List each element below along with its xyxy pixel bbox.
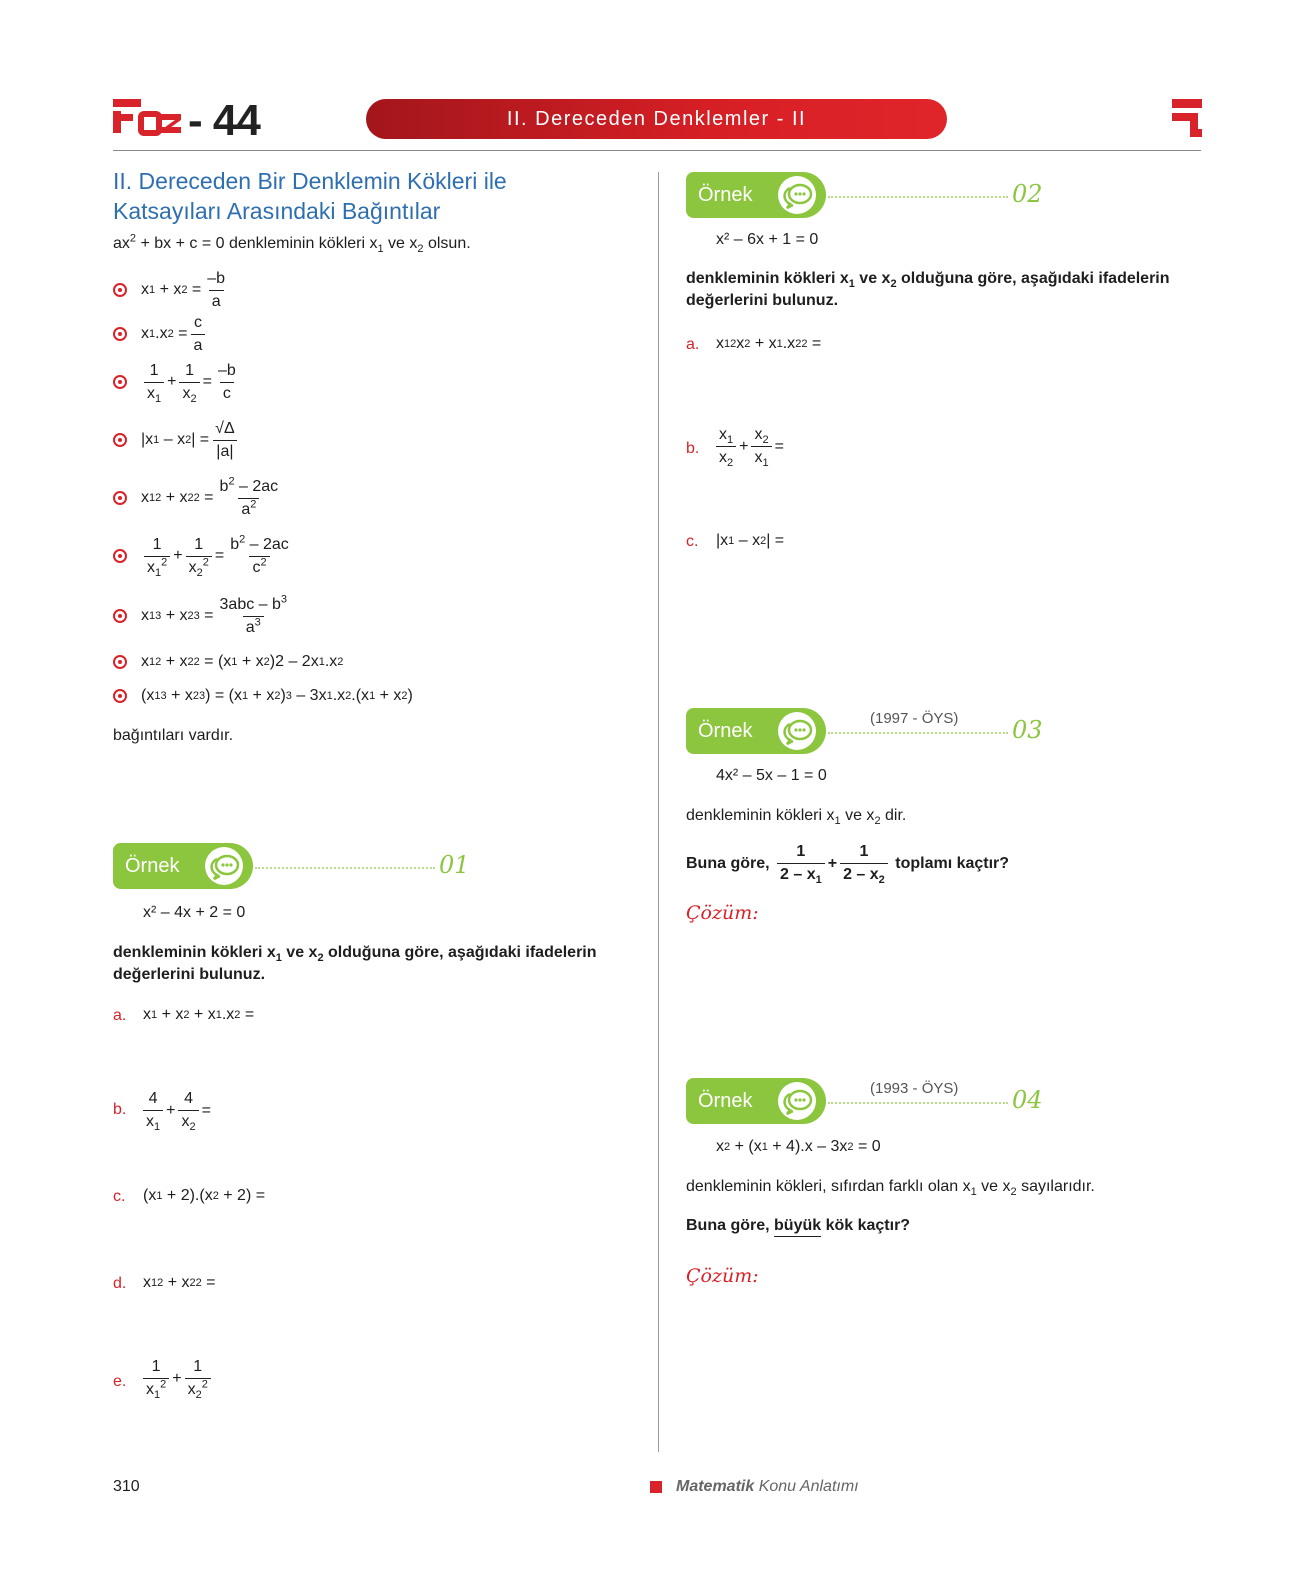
formula-abs-diff: |x 1 – x 2 | = $\frac{√\Delta}{|a|}$ (113, 418, 241, 462)
ex04-equation: x 2 + (x 1 + 4).x – 3x 2 = 0 (716, 1138, 881, 1155)
formula-reciprocal-square-sum: $\frac{1}{x_1^2}$ + $\frac{1}{x_2^2}$ = $\frac{b^2 - 2ac}{c^2}$ (113, 532, 295, 580)
ex04-solution-label: Çözüm: (686, 1265, 759, 1287)
book-title: Matematik Konu Anlatımı (676, 1478, 859, 1495)
bullet-icon (113, 689, 127, 703)
ex03-equation: 4x² – 5x – 1 = 0 (716, 767, 827, 784)
ornek-label: Örnek (698, 720, 753, 742)
dotted-leader (828, 196, 1008, 198)
ex02-label-a: a. (686, 336, 700, 353)
formula-cube-identity: (x 1 3 + x 2 3 ) = (x 1 + x 2 ) 3 – 3x 1 .x 2 .(x 1 + x 2 ) (113, 684, 413, 708)
ex01-item-d: x 1 2 + x 2 2 = (143, 1274, 216, 1291)
ex02-equation: x² – 6x + 1 = 0 (716, 231, 819, 248)
ex02-item-c: |x 1 – x 2 | = (716, 532, 785, 549)
column-divider (658, 172, 659, 1452)
formula-square-identity: x 1 2 + x 2 2 = (x 1 + x 2 )2 – 2x 1 .x 2 (113, 650, 343, 674)
header-rule (113, 150, 1201, 151)
ex03-solution-label: Çözüm: (686, 902, 759, 924)
ex02-question: denkleminin kökleri $x_1$ ve $x_2$ olduğuna göre, aşağıdaki ifadelerin değerlerini bulunuz. (686, 270, 1170, 309)
bullet-icon (113, 491, 127, 505)
bullet-icon (113, 327, 127, 341)
ornek-03-header (686, 708, 1046, 754)
ex01-label-c: c. (113, 1188, 126, 1205)
source-note: (1993 - ÖYS) (870, 1080, 959, 1097)
ex03-roots: denkleminin kökleri $x_1$ ve $x_2$ dir. (686, 807, 907, 828)
bullet-icon (113, 375, 127, 389)
ex02-label-c: c. (686, 533, 699, 550)
ex02-item-a: x 1 2 x 2 + x 1 .x 2 2 = (716, 335, 822, 352)
dotted-leader (255, 867, 435, 869)
ornek-label: Örnek (698, 1090, 753, 1112)
ex01-item-e: $\frac{1}{x_1^2}$ + $\frac{1}{x_2^2}$ (143, 1358, 214, 1399)
closing-text: bağıntıları vardır. (113, 727, 234, 744)
ornek-number: 01 (439, 851, 470, 879)
logo-number: - 44 (188, 96, 260, 145)
dotted-leader (828, 1102, 1008, 1104)
ornek-number: 03 (1012, 716, 1043, 744)
formula-sum: x 1 + x 2 = $\frac{-b}{a}$ (113, 270, 231, 310)
ex03-question: Buna göre, $\frac{1}{2 - x_1}$ + $\frac{1}{2 - x_2}$ toplamı kaçtır? (686, 843, 1010, 887)
page-number: 310 (113, 1478, 140, 1495)
dotted-leader (828, 732, 1008, 734)
formula-product: x 1 .x 2 = $\frac{c}{a}$ (113, 314, 208, 354)
ex01-label-a: a. (113, 1007, 127, 1024)
section-title: II. Dereceden Bir Denklemin Kökleri ile Katsayıları Arasındaki Bağıntılar (113, 168, 507, 224)
ex02-label-b: b. (686, 440, 700, 457)
formula-cube-sum: x 1 3 + x 2 3 = $\frac{3abc - b^3}{a^3}$ (113, 594, 293, 638)
formula-square-sum: x 1 2 + x 2 2 = $\frac{b^2 - 2ac}{a^2}$ (113, 476, 284, 520)
ex01-item-c: (x 1 + 2).(x 2 + 2) = (143, 1187, 266, 1204)
ornek-04-header (686, 1078, 1046, 1124)
chapter-banner: II. Dereceden Denklemler - II (366, 99, 947, 139)
chat-bubble-icon (205, 847, 243, 885)
chat-bubble-icon (778, 712, 816, 750)
ex01-item-b: $\frac{4}{x_1}$ + $\frac{4}{x_2}$ = (143, 1090, 211, 1131)
ex01-question: denkleminin kökleri $x_1$ ve $x_2$ olduğuna göre, aşağıdaki ifadelerin değerlerini bulunuz. (113, 944, 597, 983)
corner-logo-icon (1172, 99, 1202, 139)
chat-bubble-icon (778, 176, 816, 214)
bullet-icon (113, 549, 127, 563)
bullet-icon (113, 283, 127, 297)
ex02-item-b: $\frac{x_1}{x_2}$ + $\frac{x_2}{x_1}$ = (716, 426, 784, 467)
bullet-icon (113, 609, 127, 623)
bullet-icon (113, 433, 127, 447)
ex01-label-d: d. (113, 1275, 127, 1292)
ex04-question: Buna göre, büyük kök kaçtır? (686, 1216, 910, 1236)
ornek-number: 02 (1012, 180, 1043, 208)
ex01-label-e: e. (113, 1373, 127, 1390)
faz-logo-icon (113, 99, 183, 137)
ex04-roots: denkleminin kökleri, sıfırdan farklı olan $x_1$ ve $x_2$ sayılarıdır. (686, 1178, 1095, 1199)
chat-bubble-icon (778, 1082, 816, 1120)
ex01-label-b: b. (113, 1101, 127, 1118)
ornek-02-header (686, 172, 1046, 218)
ornek-01-header (113, 843, 473, 889)
source-note: (1997 - ÖYS) (870, 710, 959, 727)
formula-reciprocal-sum: $\frac{1}{x_1}$ + $\frac{1}{x_2}$ = $\frac{-b}{c}$ (113, 360, 242, 404)
ornek-label: Örnek (125, 855, 180, 877)
bullet-icon (113, 655, 127, 669)
ex01-item-a: x 1 + x 2 + x 1 .x 2 = (143, 1006, 255, 1023)
intro-text: $ax^2$ + bx + c = 0 denkleminin kökleri $x_1$ ve $x_2$ olsun. (113, 232, 471, 256)
footer-square-icon (650, 1481, 662, 1493)
ornek-label: Örnek (698, 184, 753, 206)
ex01-equation: x² – 4x + 2 = 0 (143, 904, 246, 921)
ornek-number: 04 (1012, 1086, 1043, 1114)
